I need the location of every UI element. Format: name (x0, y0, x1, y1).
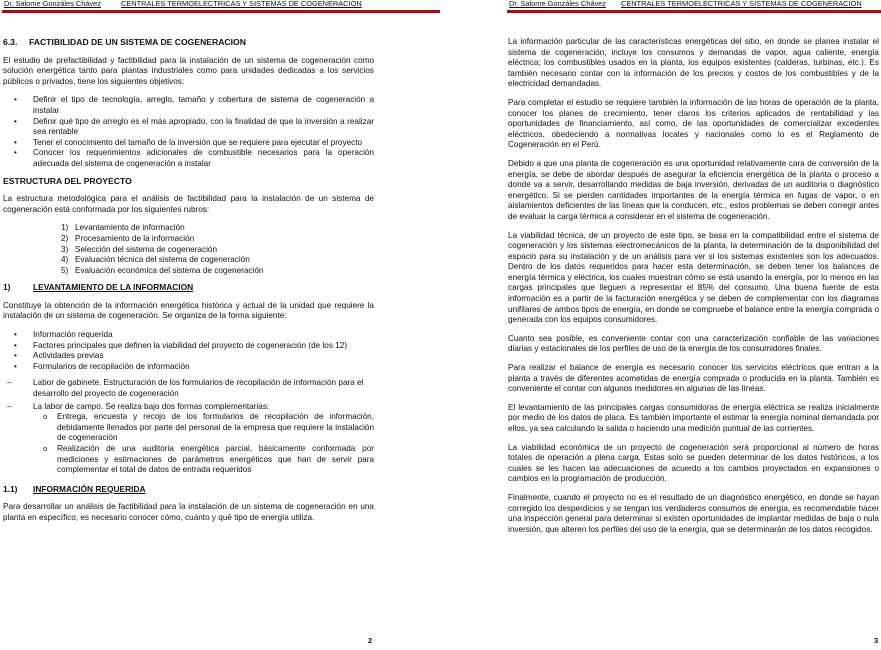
paragraph: La viabilidad económica de un proyecto de cogeneración será proporcional al número de horas totales de operación a plena carga. Estas solo se pueden determinar de los datos históricos, a los cuales se les hacen las adecuaciones de acuerdo a los cambios proyectados en expansiones o cambios en la programación de producción. (508, 442, 879, 484)
list-item: • Factores principales que definen la viabilidad del proyecto de cogeneración (de los 12) (3, 341, 374, 352)
section-heading (3, 37, 374, 48)
header-author: Dr. Salome Gonzáles Chávez (509, 0, 606, 8)
item-text: Selección del sistema de cogeneración (75, 244, 218, 254)
paragraph: La información particular de las características energéticas del sitio, en donde se planea instalar el sistema de cogeneración, incluye los consumos y demandas de vapor, agua caliente, energía eléctrica; los combustibles usados en la planta, los equipos existentes (calderas, turbinas, etc.). Es también necesario contar con la información de los precios y costos de los combustibles y de la electricidad demandadas. (508, 37, 879, 89)
left-page (0, 0, 440, 650)
sublist (33, 412, 374, 476)
list-item (3, 402, 374, 476)
subsection-title: INFORMACIÓN REQUERIDA (33, 483, 146, 494)
page-number: 3 (874, 636, 879, 645)
item-number: 5) (61, 265, 69, 275)
structure-heading: ESTRUCTURA DEL PROYECTO (3, 175, 132, 186)
paragraph: Finalmente, cuando el proyecto no es el resultado de un diagnóstico energético, en donde se hayan corregido los desperdicios y se tengan los verdaderos consumos de energía, es recomendable hacer una inspección general para determinar si existen oportunidades de implantar medidas de baja o nula inversión, que alteren los perfiles del uso de la energía, que se determinarán de los datos recogidos. (508, 492, 879, 534)
item-number: 2) (61, 233, 69, 243)
right-page (441, 0, 881, 650)
section-title: FACTIBILIDAD DE UN SISTEMA DE COGENERACION (29, 37, 246, 47)
paragraph: Para completar el estudio se requiere también la información de las horas de operación de la planta, conocer los planes de crecimiento, tener claros los criterios aplicados de rentabilidad y las oportunidades de financiamiento, así como, de las oportunidades de comercializar excedentes eléctricos, obedeciendo a normativas locales y nacionales como lo es el Reglamento de Cogeneración en el Perú. (508, 97, 879, 150)
header-rule (507, 10, 881, 13)
subsection-heading-1-1 (3, 484, 374, 495)
page-header (441, 0, 881, 9)
paragraph: Para realizar el balance de energía es necesario conocer los servicios eléctricos que entran a la planta a través de diferentes acometidas de energía comprada o producida en la planta. También es conveniente el contar con algunos medidores en algunas de las líneas. (508, 363, 879, 394)
subsection-number: 1.1) (3, 483, 18, 494)
section-number: 6.3. (3, 37, 18, 47)
sec1-list (3, 330, 374, 372)
header-title: CENTRALES TERMOELECTRICAS Y SISTEMAS DE COGENERACION (621, 0, 862, 8)
list-item: • Tener el conocimiento del tamaño de la inversión que se requiere para ejecutar el proyecto (3, 138, 374, 149)
list-item: • Conocer los requerimientos adicionales de combustible necesarios para la operación adecuada del sistema de cogeneración a instalar (3, 148, 374, 169)
paragraph: La viabilidad técnica, de un proyecto de este tipo, se basa en la compatibilidad entre el sistema de cogeneración y los sistemas electromecánicos de la planta, la determinación de la disponibilidad del espacio para su instalación y de un análisis para ver si los sistemas existentes son los adecuados. Dentro de los datos requeridos para hacer esta determinación, se deben tener los balances de energía térmica y eléctrica, los cuales muestran cómo se está usando la energía, por lo menos en las cargas principales que lleguen a representar el 85% del consumo. Una buena fuente de esta información es a partir de la facturación energética y se deben de complementar con los diagramas unifilares de ambos tipos de energía, en donde se compruebe el balance entre la energía comprada o generada con los equipos consumidores. (508, 230, 879, 325)
list-item: • Definir el tipo de tecnología, arreglo, tamaño y cobertura de sistema de cogeneración a instalar (3, 95, 374, 116)
paragraph: El levantamiento de las principales cargas consumidoras de energía eléctrica se realiza inicialmente por medio de los datos de placa. Es también importante el estimar la energía nominal demandada por ellos, ya sea calculando la salida o haciendo una medición puntual de las corrientes. (508, 402, 879, 433)
item-number: 4) (61, 255, 69, 265)
item-number: 3) (61, 244, 69, 254)
item-text: Evaluación técnica del sistema de cogeneración (75, 255, 250, 265)
item-text: Levantamiento de información (75, 223, 185, 233)
header-rule (2, 10, 440, 13)
page-header (0, 0, 440, 9)
item-number: 1) (61, 223, 69, 233)
list-item (3, 223, 374, 234)
header-author: Dr. Salome Gonzáles Chávez (4, 0, 101, 8)
sec11-paragraph: Para desarrollar un análisis de factibilidad para la instalación de un sistema de cogeneración en una planta en específico, es necesario conocer cómo, cuánto y qué tipo de energía utiliza. (3, 502, 374, 522)
page-number: 2 (368, 636, 373, 645)
item-text: Procesamiento de la información (75, 233, 195, 243)
subsection-title: LEVANTAMIENTO DE LA INFORMACION (33, 282, 194, 293)
subsection-number: 1) (3, 282, 11, 293)
subsection-heading-1 (3, 282, 374, 293)
list-item: o Entrega, encuesta y recojo de los formularios de recopilación de información, debidamente llenados por parte del personal de la empresa que requiere la instalación de cogeneración (33, 412, 374, 444)
item-text: Evaluación económica del sistema de cogeneración (75, 265, 264, 275)
list-item (3, 255, 374, 266)
list-item: – Labor de gabinete. Estructuración de los formularios de recopilación de información para el desarrollo del proyecto de cogeneración (3, 378, 374, 399)
objectives-list (3, 95, 374, 169)
paragraph: Debido a que una planta de cogeneración es una oportunidad relativamente cara de conversión de la energía, se debe de abordar después de asegurar la eficiencia energética de la planta o proceso a donde va a servir, desarrollando medidas de baja inversión, derivadas de un auditoria o diagnóstico energético. Si se pierden cantidades importantes de la energía térmica en fugas de vapor, o en aislamientos deficientes de las líneas que la conducen, etc., estos problemas se deben corregir antes de evaluar la carga térmica a considerar en el sistema de cogeneración. (508, 158, 879, 221)
right-content (508, 37, 879, 543)
list-item: • Actividades previas (3, 351, 374, 362)
list-item (3, 245, 374, 256)
intro-paragraph: El estudio de prefactibilidad y factibilidad para la instalación de un sistema de cogeneración como solución energética tanto para plantas industriales como para unidades dedicadas a los servicios públicos o privados, tiene los siguientes objetivos: (3, 55, 374, 86)
left-content (3, 37, 374, 532)
header-title: CENTRALES TERMOELECTRICAS Y SISTEMAS DE COGENERACION (121, 0, 362, 8)
paragraph: Cuanto sea posible, es conveniente contar con una caracterización confiable de las variaciones diarias y estacionales de los perfiles de uso de la energía de los consumidores finales. (508, 333, 879, 354)
list-item (3, 234, 374, 245)
work-list (3, 378, 374, 475)
structure-paragraph: La estructura metodológica para el análisis de factibilidad para la instalación de un sistema de cogeneración está conformada por los siguientes rubros: (3, 194, 374, 214)
list-item (3, 266, 374, 277)
list-item: • Información requerida (3, 330, 374, 341)
list-item: • Formularios de recopilación de información (3, 362, 374, 373)
structure-list (3, 223, 374, 276)
item-text: La labor de campo. Se realiza bajo dos formas complementarias: (33, 401, 270, 411)
sec1-paragraph: Constituye la obtención de la información energética histórica y actual de la unidad que requiere la instalación de un sistema de cogeneración. Se organiza de la forma siguiente: (3, 300, 374, 321)
list-item: o Realización de una auditoria energética parcial, básicamente conformada por mediciones y estimaciones de parámetros energéticos que han de servir para complementar el total de datos de entrada requeridos (33, 444, 374, 476)
list-item: • Definir qué tipo de arreglo es el más apropiado, con la finalidad de que la inversión a realizar sea rentable (3, 117, 374, 138)
